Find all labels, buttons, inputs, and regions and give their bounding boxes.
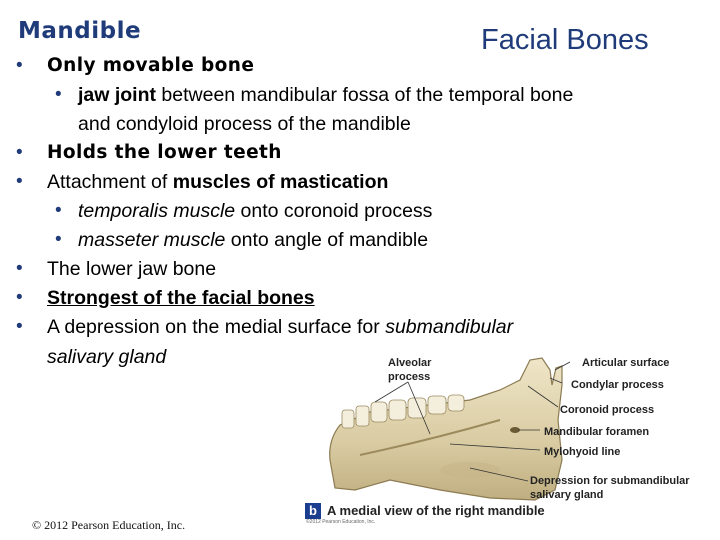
sub-bullet-icon: •	[55, 84, 62, 105]
bullet-icon: •	[16, 55, 23, 76]
sub-bullet-jaw-joint: jaw joint between mandibular fossa of the temporal bone	[78, 84, 574, 106]
label-mylohyoid-line: Mylohyoid line	[544, 446, 621, 458]
label-mandibular-foramen: Mandibular foramen	[544, 426, 650, 438]
figure-caption: A medial view of the right mandible	[327, 503, 545, 518]
bullet-icon: •	[16, 142, 23, 163]
slide-subtitle-mandible: Mandible	[18, 18, 142, 44]
bullet-only-movable: Only movable bone	[47, 55, 255, 76]
bullet-attachment: Attachment of muscles of mastication	[47, 171, 389, 193]
label-alveolar-1: Alveolar	[388, 357, 432, 369]
bullet-icon: •	[16, 287, 23, 308]
bullet-holds-teeth: Holds the lower teeth	[47, 142, 282, 163]
label-alveolar-2: process	[388, 371, 431, 383]
slide-title: Facial Bones	[481, 24, 649, 56]
label-condylar-process: Condylar process	[571, 379, 664, 391]
label-depression-1: Depression for submandibular	[530, 475, 690, 487]
slide-copyright: © 2012 Pearson Education, Inc.	[32, 518, 186, 532]
label-articular-surface: Articular surface	[582, 357, 670, 369]
bullet-icon: •	[16, 171, 23, 192]
figure-copyright: ©2012 Pearson Education, Inc.	[306, 519, 376, 525]
figure-letter-badge: b	[305, 503, 321, 519]
sub-bullet-icon: •	[55, 229, 62, 250]
bullet-icon: •	[16, 258, 23, 279]
sub-bullet-jaw-joint-cont: and condyloid process of the mandible	[78, 113, 411, 135]
label-coronoid-process: Coronoid process	[560, 404, 655, 416]
bullet-icon: •	[16, 316, 23, 337]
sub-bullet-temporalis: temporalis muscle onto coronoid process	[78, 200, 433, 222]
bullet-strongest: Strongest of the facial bones	[47, 287, 315, 309]
bullet-depression-cont: salivary gland	[47, 346, 167, 368]
mandible-illustration	[300, 340, 720, 525]
sub-bullet-masseter: masseter muscle onto angle of mandible	[78, 229, 429, 251]
sub-bullet-icon: •	[55, 200, 62, 221]
bullet-lower-jaw: The lower jaw bone	[47, 258, 217, 280]
mandible-bone-shape	[330, 358, 562, 500]
mandible-figure	[300, 340, 720, 525]
bullet-depression: A depression on the medial surface for submandibular	[47, 316, 514, 338]
label-depression-2: salivary gland	[530, 489, 604, 501]
